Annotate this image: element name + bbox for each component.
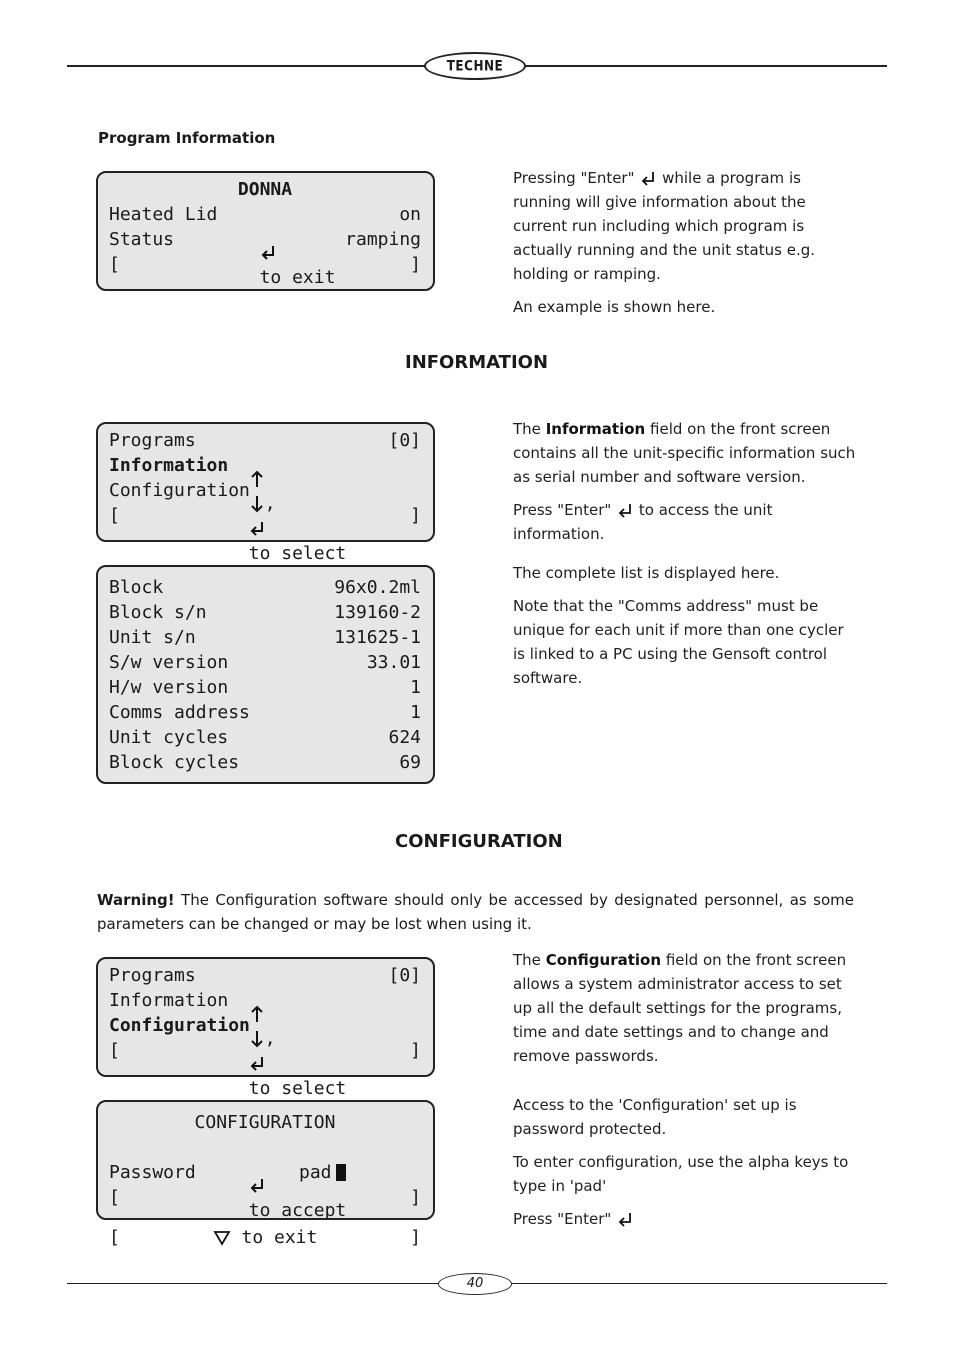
enter-icon <box>249 520 265 538</box>
program-info-description <box>513 166 858 328</box>
logo-text: TECHNE <box>446 57 504 75</box>
info-list-row <box>109 750 421 775</box>
exit-line <box>109 1225 421 1249</box>
program-info-lcd <box>96 171 435 291</box>
program-information-title: Program Information <box>98 129 276 147</box>
arrow-up-icon <box>249 1004 265 1024</box>
info-list-row <box>109 575 421 600</box>
info-list-label: Block <box>109 577 164 598</box>
info-list-value: 96x0.2ml <box>334 577 421 598</box>
info-list-label: S/w version <box>109 652 229 673</box>
warning-label: Warning! <box>97 891 175 909</box>
info-list-value: 1 <box>410 677 421 698</box>
info-list-row <box>109 600 421 625</box>
exit-hint <box>213 1227 318 1248</box>
exit-open-bracket: [ <box>109 1226 120 1248</box>
information-list-lcd <box>96 565 435 784</box>
menu-comma: , <box>264 1027 276 1049</box>
footer-rule-right <box>511 1283 887 1284</box>
arrow-down-icon <box>249 1029 265 1049</box>
page-number: 40 <box>438 1273 512 1295</box>
information-para-3: The complete list is displayed here. <box>513 564 780 582</box>
menu-select-row <box>109 1027 421 1099</box>
password-accept-row <box>109 1185 421 1221</box>
configuration-para-2: Access to the 'Configuration' set up is password protected. <box>513 1096 797 1138</box>
lcd-open-bracket: [ <box>109 254 120 275</box>
header-rule-left <box>67 65 427 67</box>
lcd-status-label: Status <box>109 229 175 250</box>
warning-text: The Configuration software should only be accessed by designated personnel, as some parameters can be changed or may be lost when using it. <box>97 891 854 933</box>
information-description <box>513 417 858 555</box>
info-list-label: H/w version <box>109 677 229 698</box>
password-lcd <box>96 1100 435 1220</box>
arrow-up-icon <box>249 469 265 489</box>
info-list-label: Comms address <box>109 702 250 723</box>
accept-text: to accept <box>248 1199 347 1221</box>
configuration-description <box>513 948 858 1077</box>
menu-configuration-item: Configuration <box>109 480 250 501</box>
info-list-row <box>109 725 421 750</box>
techne-logo <box>424 52 526 80</box>
menu-programs-count: [0] <box>388 965 421 986</box>
info-list-label: Block cycles <box>109 752 240 773</box>
information-para-1: The Information field on the front screen contains all the unit-specific information such as serial number and software version. <box>513 420 856 486</box>
info-list-value: 624 <box>388 727 421 748</box>
menu-close-bracket: ] <box>410 1040 421 1061</box>
password-lcd-title: CONFIGURATION <box>194 1112 336 1133</box>
accept-open-bracket: [ <box>109 1187 120 1208</box>
info-list-row <box>109 675 421 700</box>
footer-rule-left <box>67 1283 439 1284</box>
information-menu-lcd <box>96 422 435 564</box>
lcd-status-value: ramping <box>345 229 421 250</box>
info-list-label: Unit s/n <box>109 627 196 648</box>
program-info-para-2: An example is shown here. <box>513 298 716 316</box>
info-list-value: 69 <box>399 752 421 773</box>
menu-programs-count: [0] <box>388 430 421 451</box>
configuration-menu-lcd <box>96 957 435 1099</box>
info-list-row <box>109 700 421 725</box>
lcd-exit-text: to exit <box>259 266 336 288</box>
configuration-heading: CONFIGURATION <box>395 831 563 852</box>
menu-configuration-item: Configuration <box>109 1015 250 1036</box>
info-list-value: 1 <box>410 702 421 723</box>
menu-programs-label: Programs <box>109 430 196 451</box>
enter-icon <box>249 1055 265 1073</box>
info-list-label: Block s/n <box>109 602 207 623</box>
configuration-warning <box>97 888 854 936</box>
exit-close-bracket: ] <box>410 1226 421 1248</box>
lcd-program-name: DONNA <box>237 179 293 200</box>
info-list-label: Unit cycles <box>109 727 229 748</box>
password-description <box>513 1093 858 1240</box>
info-list-row <box>109 650 421 675</box>
program-info-para-1: Pressing "Enter" while a program is running will give information about the current run including which program is actually running and the unit status e.g. holding or ramping. <box>513 169 815 283</box>
information-para-4: Note that the "Comms address" must be unique for each unit if more than one cycler is linked to a PC using the Gensoft control software. <box>513 597 844 687</box>
configuration-para-3: To enter configuration, use the alpha keys to type in 'pad' <box>513 1153 849 1195</box>
lcd-heated-lid-value: on <box>399 204 421 225</box>
lcd-close-bracket: ] <box>410 254 421 275</box>
menu-open-bracket: [ <box>109 505 120 526</box>
info-list-value: 131625-1 <box>334 627 421 648</box>
info-list-row <box>109 625 421 650</box>
header-rule-right <box>524 65 887 67</box>
arrow-down-icon <box>249 494 265 514</box>
password-label: Password <box>109 1162 196 1183</box>
exit-text: to exit <box>241 1226 318 1248</box>
menu-comma: , <box>264 492 276 514</box>
info-list-value: 139160-2 <box>334 602 421 623</box>
enter-icon <box>260 244 276 262</box>
information-para-2: Press "Enter" to access the unit information. <box>513 501 773 543</box>
menu-select-text: to select <box>248 1077 347 1099</box>
configuration-para-1: The Configuration field on the front screen allows a system administrator access to set up all the default settings for the programs, time and date settings and to change and remove passwords. <box>513 951 847 1065</box>
enter-icon <box>616 1211 634 1229</box>
menu-information-item: Information <box>109 990 229 1011</box>
configuration-para-4: Press "Enter" <box>513 1207 858 1231</box>
triangle-down-icon <box>213 1230 231 1246</box>
password-value[interactable]: pad <box>299 1162 332 1183</box>
enter-icon <box>639 170 657 188</box>
enter-icon <box>249 1177 265 1195</box>
menu-information-item: Information <box>109 455 229 476</box>
lcd-heated-lid-label: Heated Lid <box>109 204 218 225</box>
accept-close-bracket: ] <box>410 1187 421 1208</box>
lcd-exit-hint <box>195 215 336 315</box>
info-list-value: 33.01 <box>366 652 421 673</box>
menu-programs-label: Programs <box>109 965 196 986</box>
information-list-description <box>513 561 858 699</box>
information-heading: INFORMATION <box>405 352 549 373</box>
menu-close-bracket: ] <box>410 505 421 526</box>
menu-open-bracket: [ <box>109 1040 120 1061</box>
lcd-exit-row <box>109 252 421 288</box>
enter-icon <box>616 502 634 520</box>
menu-select-row <box>109 492 421 564</box>
menu-select-text: to select <box>248 542 347 564</box>
